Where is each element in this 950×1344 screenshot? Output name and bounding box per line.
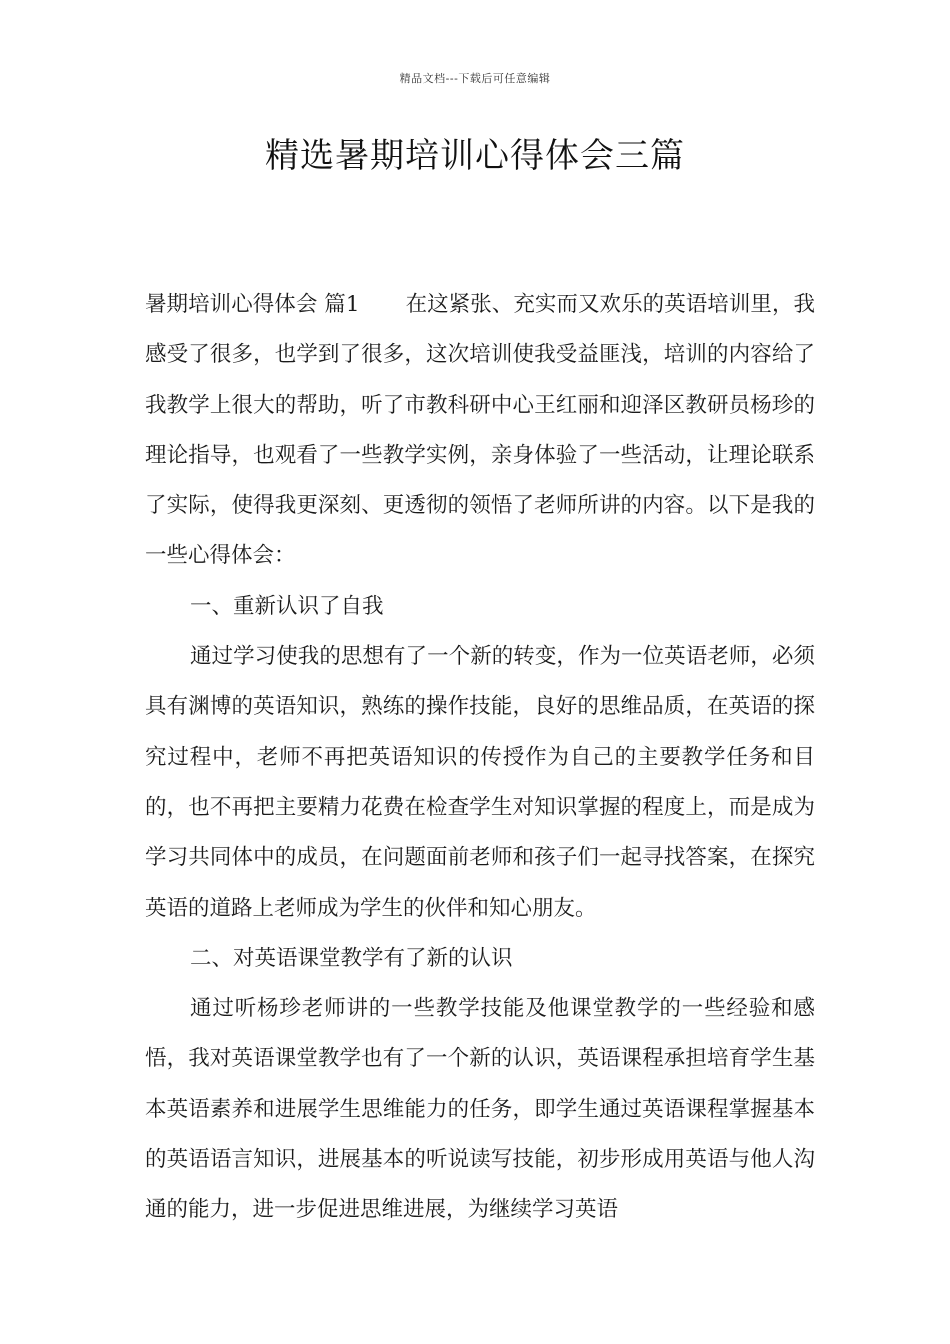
paragraph-2: 通过听杨珍老师讲的一些教学技能及他课堂教学的一些经验和感悟，我对英语课堂教学也有了一个新的认识，英语课程承担培育学生基本英语素养和进展学生思维能力的任务，即学生通过英语课程掌握基本的英语语言知识，进展基本的听说读写技能，初步形成用英语与他人沟通的能力，进一步促进思维进展，为继续学习英语 (145, 996, 815, 1223)
section-label: 暑期培训心得体会 篇1 (145, 292, 360, 317)
document-body (145, 280, 815, 1236)
intro-text: 在这紧张、充实而又欢乐的英语培训里，我感受了很多，也学到了很多，这次培训使我受益匪浅，培训的内容给了我教学上很大的帮助，听了市教科研中心王红丽和迎泽区教研员杨珍的理论指导，也观看了一些教学实例，亲身体验了一些活动，让理论联系了实际，使得我更深刻、更透彻的领悟了老师所讲的内容。以下是我的一些心得体会： (145, 292, 815, 569)
intro-paragraph (145, 280, 815, 582)
paragraph-1: 通过学习使我的思想有了一个新的转变，作为一位英语老师，必须具有渊博的英语知识，熟练的操作技能，良好的思维品质，在英语的探究过程中，老师不再把英语知识的传授作为自己的主要教学任务和目的，也不再把主要精力花费在检查学生对知识掌握的程度上，而是成为学习共同体中的成员，在问题面前老师和孩子们一起寻找答案，在探究英语的道路上老师成为学生的伙伴和知心朋友。 (145, 644, 815, 921)
document-title: 精选暑期培训心得体会三篇 (265, 136, 685, 176)
section-heading-2: 二、对英语课堂教学有了新的认识 (190, 945, 513, 971)
header-note: 精品文档---下载后可任意编辑 (399, 72, 551, 85)
section-heading-1: 一、重新认识了自我 (190, 593, 384, 619)
